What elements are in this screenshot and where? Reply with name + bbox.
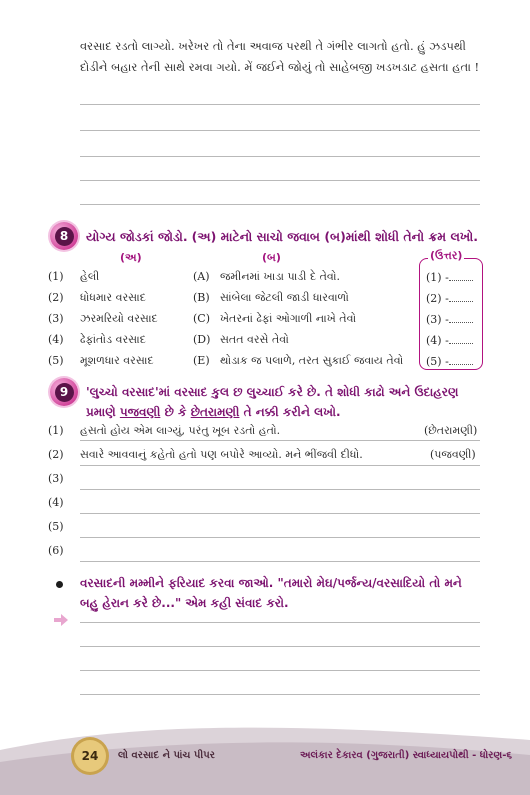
match-label-b: (A) bbox=[193, 270, 210, 283]
match-item-b: સતત વરસે તેવો bbox=[220, 333, 289, 346]
writing-line[interactable] bbox=[80, 156, 480, 157]
arrow-right-icon bbox=[54, 614, 68, 626]
match-item-b: જમીનમાં ખાડા પાડી દે તેવો. bbox=[220, 270, 340, 283]
example-text: સવારે આવવાનું કહેતો હતો પણ બપોરે આવ્યો. મને ભીંજવી દીધો. bbox=[80, 448, 363, 461]
answer-slot[interactable] bbox=[426, 312, 473, 326]
answer-row-number: (6) bbox=[48, 544, 64, 557]
intro-line-2: દોડીને બહાર તેની સાથે રમવા ગયો. મેં જઈને જોયું તો સાહેબજી ખડખડાટ હસતા હતા ! bbox=[80, 60, 480, 74]
match-item-a: ઝરમરિયો વરસાદ bbox=[80, 312, 158, 325]
example-tag: (છેતરામણી) bbox=[424, 424, 478, 437]
page-number-badge bbox=[74, 740, 106, 772]
example-text: હસતો હોય એમ લાગ્યું, પરંતુ ખૂબ રડતો હતો. bbox=[80, 424, 281, 437]
match-label-b: (B) bbox=[193, 291, 210, 304]
answer-slot[interactable] bbox=[426, 354, 473, 368]
question-8-title: યોગ્ય જોડકાં જોડો. bbox=[86, 229, 188, 244]
writing-line[interactable] bbox=[80, 180, 480, 181]
page-number: 24 bbox=[81, 749, 99, 763]
writing-line[interactable] bbox=[80, 670, 480, 671]
writing-line[interactable] bbox=[80, 561, 480, 562]
question-9-title-line-2 bbox=[86, 405, 341, 420]
match-row-number: (2) bbox=[48, 291, 64, 304]
match-row-number: (5) bbox=[48, 354, 64, 367]
book-title: અલંકાર દેકારવ (ગુજરાતી) સ્વાધ્યાયપોથી - ધોરણ-૬ bbox=[300, 750, 512, 761]
writing-line[interactable] bbox=[80, 622, 480, 623]
title-fragment: તે નક્કી કરીને લખો. bbox=[243, 405, 341, 419]
answer-row-number: (3) bbox=[48, 472, 64, 485]
answer-slot-label: (3) - bbox=[426, 313, 449, 326]
example-row-number: (1) bbox=[48, 424, 64, 437]
answer-row-number: (5) bbox=[48, 520, 64, 533]
answer-blank[interactable] bbox=[449, 291, 473, 302]
intro-line-1: વરસાદ રડતો લાગ્યો. ખરેખર તો તેના અવાજ પરથી તે ગંભીર લાગતો હતો. હું ઝડપથી bbox=[80, 39, 466, 53]
question-9-badge bbox=[50, 378, 78, 406]
column-a-header: (અ) bbox=[120, 251, 142, 264]
match-item-a: ધોધમાર વરસાદ bbox=[80, 291, 146, 304]
example-tag: (પજવણી) bbox=[430, 448, 476, 461]
writing-line[interactable] bbox=[80, 646, 480, 647]
writing-line[interactable] bbox=[80, 204, 480, 205]
example-row-number: (2) bbox=[48, 448, 64, 461]
match-item-b: ખેતરનાં ઢેફાં ઓગાળી નાખે તેવો bbox=[220, 312, 357, 325]
writing-line[interactable] bbox=[80, 537, 480, 538]
answer-slot-label: (1) - bbox=[426, 271, 449, 284]
match-item-a: હેલી bbox=[80, 270, 100, 283]
match-item-a: ઢેફાંતોડ વરસાદ bbox=[80, 333, 146, 346]
answer-blank[interactable] bbox=[449, 312, 473, 323]
writing-line[interactable] bbox=[80, 489, 480, 490]
answer-slot-label: (5) - bbox=[426, 355, 449, 368]
answer-slot[interactable] bbox=[426, 291, 473, 305]
question-8-instruction: (અ) માટેનો સાચો જવાબ (બ)માંથી શોધી તેનો ક્રમ લખો. bbox=[191, 229, 479, 244]
answer-slot[interactable] bbox=[426, 333, 473, 347]
answer-slot-label: (2) - bbox=[426, 292, 449, 305]
writing-line[interactable] bbox=[80, 130, 480, 131]
match-row-number: (1) bbox=[48, 270, 64, 283]
answer-blank[interactable] bbox=[449, 354, 473, 365]
match-label-b: (D) bbox=[193, 333, 211, 346]
answer-blank[interactable] bbox=[449, 270, 473, 281]
answer-slot[interactable] bbox=[426, 270, 473, 284]
keyword-chhetramani: છેતરામણી bbox=[190, 405, 240, 419]
match-item-b: થોડાક જ પલાળે, તરત સુકાઈ જવાય તેવો bbox=[220, 354, 404, 367]
writing-line[interactable] bbox=[80, 104, 480, 105]
answer-row-number: (4) bbox=[48, 496, 64, 509]
answer-slot-label: (4) - bbox=[426, 334, 449, 347]
writing-line[interactable] bbox=[80, 694, 480, 695]
match-label-b: (C) bbox=[193, 312, 210, 325]
answer-blank[interactable] bbox=[449, 333, 473, 344]
question-8-heading bbox=[86, 229, 478, 245]
question-8-badge bbox=[50, 222, 78, 250]
column-b-header: (બ) bbox=[262, 251, 281, 264]
question-9-title-line-1: 'લુચ્ચો વરસાદ'માં વરસાદ કુલ છ લુચ્ચાઈ કરે છે. તે શોધી કાઢો અને ઉદાહરણ bbox=[86, 385, 459, 399]
task-line-1: વરસાદની મમ્મીને ફરિયાદ કરવા જાઓ. "તમારો મેઘ/પર્જન્ય/વરસાદિયો તો મને bbox=[80, 576, 462, 590]
title-fragment: પ્રમાણે bbox=[86, 405, 116, 419]
writing-line[interactable] bbox=[80, 513, 480, 514]
writing-line[interactable] bbox=[80, 465, 480, 466]
match-label-b: (E) bbox=[193, 354, 210, 367]
match-row-number: (4) bbox=[48, 333, 64, 346]
match-item-b: સાંબેલા જેટલી જાડી ધારવાળો bbox=[220, 291, 349, 304]
title-fragment: છે કે bbox=[164, 405, 187, 419]
match-row-number: (3) bbox=[48, 312, 64, 325]
task-line-2: બહુ હેરાન કરે છે..." એમ કહી સંવાદ કરો. bbox=[80, 596, 289, 610]
question-number: 9 bbox=[55, 383, 74, 402]
writing-line[interactable] bbox=[80, 440, 480, 441]
chapter-title: લો વરસાદ ને પાંચ પીપર bbox=[118, 750, 215, 761]
question-number: 8 bbox=[55, 227, 74, 246]
keyword-pajvani: પજવણી bbox=[119, 405, 161, 419]
bullet-icon bbox=[56, 581, 63, 588]
match-item-a: મૂશળધાર વરસાદ bbox=[80, 354, 154, 367]
answer-header: (ઉત્તર) bbox=[430, 249, 463, 262]
